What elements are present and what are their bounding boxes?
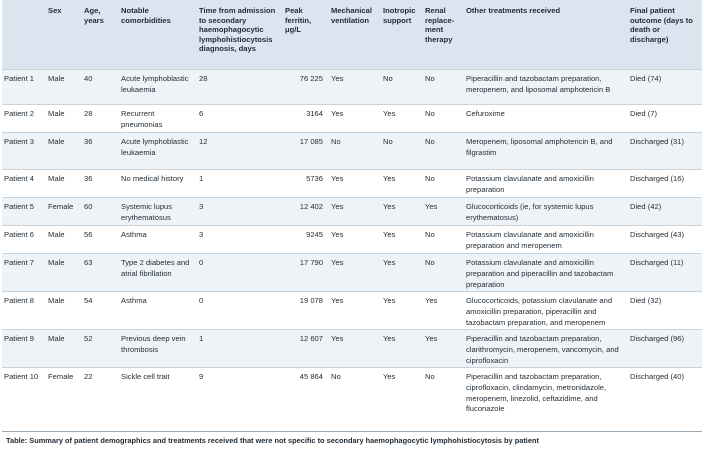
cell-sex: Female (46, 368, 82, 418)
cell-sex: Male (46, 292, 82, 330)
cell-age: 22 (82, 368, 119, 418)
cell-ventilation: Yes (329, 330, 381, 368)
header-renal: Renal replace-ment therapy (423, 0, 464, 70)
cell-inotropic: Yes (381, 292, 423, 330)
cell-inotropic: Yes (381, 330, 423, 368)
cell-patient: Patient 6 (2, 226, 46, 254)
cell-sex: Male (46, 226, 82, 254)
header-patient (2, 0, 46, 70)
cell-outcome: Discharged (96) (628, 330, 702, 368)
header-sex: Sex (46, 0, 82, 70)
cell-sex: Male (46, 330, 82, 368)
cell-patient: Patient 10 (2, 368, 46, 418)
cell-ferritin: 76 225 (283, 70, 329, 105)
cell-outcome: Discharged (31) (628, 133, 702, 170)
cell-inotropic: No (381, 70, 423, 105)
cell-outcome: Discharged (43) (628, 226, 702, 254)
cell-sex: Male (46, 105, 82, 133)
table-row (2, 292, 702, 330)
cell-patient: Patient 2 (2, 105, 46, 133)
table-row (2, 226, 702, 254)
cell-ventilation: Yes (329, 105, 381, 133)
cell-ferritin: 12 402 (283, 198, 329, 226)
cell-patient: Patient 4 (2, 170, 46, 198)
cell-outcome: Died (32) (628, 292, 702, 330)
cell-time: 6 (197, 105, 283, 133)
table-figure (2, 0, 702, 451)
cell-comorbidities: Previous deep vein thrombosis (119, 330, 197, 368)
cell-patient: Patient 7 (2, 254, 46, 292)
cell-patient: Patient 1 (2, 70, 46, 105)
cell-inotropic: Yes (381, 368, 423, 418)
cell-ferritin: 19 078 (283, 292, 329, 330)
cell-age: 36 (82, 133, 119, 170)
cell-comorbidities: Asthma (119, 292, 197, 330)
cell-comorbidities: Acute lymphoblastic leukaemia (119, 133, 197, 170)
cell-comorbidities: Sickle cell trait (119, 368, 197, 418)
cell-renal: No (423, 70, 464, 105)
cell-time: 3 (197, 198, 283, 226)
cell-renal: Yes (423, 198, 464, 226)
cell-renal: No (423, 170, 464, 198)
cell-time: 9 (197, 368, 283, 418)
cell-comorbidities: Asthma (119, 226, 197, 254)
patient-summary-table (2, 0, 702, 418)
cell-inotropic: Yes (381, 170, 423, 198)
cell-ferritin: 45 864 (283, 368, 329, 418)
cell-age: 52 (82, 330, 119, 368)
cell-age: 54 (82, 292, 119, 330)
cell-ventilation: Yes (329, 70, 381, 105)
cell-comorbidities: Type 2 diabetes and atrial fibrillation (119, 254, 197, 292)
cell-patient: Patient 8 (2, 292, 46, 330)
header-ferritin: Peak ferritin, μg/L (283, 0, 329, 70)
cell-inotropic: Yes (381, 198, 423, 226)
cell-sex: Female (46, 198, 82, 226)
cell-ventilation: No (329, 133, 381, 170)
header-ventilation: Mechanical ventilation (329, 0, 381, 70)
table-caption: Table: Summary of patient demographics and treatments received that were not specific to secondary haemophagocytic lymphohistiocytosis by patient (2, 431, 702, 451)
table-row (2, 198, 702, 226)
cell-outcome: Discharged (40) (628, 368, 702, 418)
cell-renal: Yes (423, 330, 464, 368)
cell-time: 12 (197, 133, 283, 170)
cell-comorbidities: No medical history (119, 170, 197, 198)
table-row (2, 170, 702, 198)
cell-sex: Male (46, 133, 82, 170)
cell-comorbidities: Systemic lupus erythematosus (119, 198, 197, 226)
cell-outcome: Died (42) (628, 198, 702, 226)
cell-time: 3 (197, 226, 283, 254)
cell-ferritin: 3164 (283, 105, 329, 133)
header-age: Age, years (82, 0, 119, 70)
cell-ventilation: No (329, 368, 381, 418)
cell-ventilation: Yes (329, 170, 381, 198)
cell-patient: Patient 3 (2, 133, 46, 170)
cell-renal: No (423, 368, 464, 418)
cell-ventilation: Yes (329, 198, 381, 226)
cell-inotropic: Yes (381, 105, 423, 133)
header-comorbidities: Notable comorbidities (119, 0, 197, 70)
cell-comorbidities: Recurrent pneumonias (119, 105, 197, 133)
cell-other: Meropenem, liposomal amphotericin B, and filgrastim (464, 133, 628, 170)
cell-time: 1 (197, 170, 283, 198)
table-row (2, 330, 702, 368)
cell-other: Cefuroxime (464, 105, 628, 133)
cell-sex: Male (46, 70, 82, 105)
cell-ferritin: 9245 (283, 226, 329, 254)
cell-sex: Male (46, 170, 82, 198)
cell-other: Piperacillin and tazobactam preparation, ciprofloxacin, clindamycin, metronidazole, meropenem, linezolid, ceftazidime, and fluconazole (464, 368, 628, 418)
cell-ferritin: 12 607 (283, 330, 329, 368)
cell-other: Glucocorticoids (ie, for systemic lupus erythematosus) (464, 198, 628, 226)
cell-inotropic: No (381, 133, 423, 170)
table-row (2, 254, 702, 292)
cell-age: 60 (82, 198, 119, 226)
cell-time: 1 (197, 330, 283, 368)
cell-age: 36 (82, 170, 119, 198)
cell-sex: Male (46, 254, 82, 292)
cell-outcome: Discharged (16) (628, 170, 702, 198)
cell-ferritin: 17 085 (283, 133, 329, 170)
cell-comorbidities: Acute lymphoblastic leukaemia (119, 70, 197, 105)
cell-outcome: Died (7) (628, 105, 702, 133)
cell-age: 63 (82, 254, 119, 292)
table-row (2, 368, 702, 418)
cell-renal: No (423, 226, 464, 254)
cell-outcome: Discharged (11) (628, 254, 702, 292)
cell-age: 56 (82, 226, 119, 254)
cell-time: 0 (197, 254, 283, 292)
cell-ventilation: Yes (329, 254, 381, 292)
cell-ventilation: Yes (329, 226, 381, 254)
cell-ferritin: 17 790 (283, 254, 329, 292)
cell-inotropic: Yes (381, 254, 423, 292)
cell-renal: No (423, 105, 464, 133)
cell-other: Potassium clavulanate and amoxicillin preparation and piperacillin and tazobactam preparation (464, 254, 628, 292)
cell-other: Potassium clavulanate and amoxicillin preparation and meropenem (464, 226, 628, 254)
cell-other: Glucocorticoids, potassium clavulanate and amoxicillin preparation, piperacillin and tazobactam preparation, and meropenem (464, 292, 628, 330)
cell-ventilation: Yes (329, 292, 381, 330)
cell-other: Piperacillin and tazobactam preparation, meropenem, and liposomal amphotericin B (464, 70, 628, 105)
cell-ferritin: 5736 (283, 170, 329, 198)
cell-patient: Patient 9 (2, 330, 46, 368)
cell-renal: Yes (423, 292, 464, 330)
cell-outcome: Died (74) (628, 70, 702, 105)
header-inotropic: Inotropic support (381, 0, 423, 70)
cell-time: 0 (197, 292, 283, 330)
cell-other: Piperacillin and tazobactam preparation, clarithromycin, meropenem, vancomycin, and ciprofloxacin (464, 330, 628, 368)
cell-inotropic: Yes (381, 226, 423, 254)
cell-patient: Patient 5 (2, 198, 46, 226)
cell-other: Potassium clavulanate and amoxicillin preparation (464, 170, 628, 198)
cell-time: 28 (197, 70, 283, 105)
cell-age: 28 (82, 105, 119, 133)
header-outcome: Final patient outcome (days to death or discharge) (628, 0, 702, 70)
table-row (2, 105, 702, 133)
cell-renal: No (423, 254, 464, 292)
header-other: Other treatments received (464, 0, 628, 70)
table-header-row (2, 0, 702, 70)
cell-renal: No (423, 133, 464, 170)
cell-age: 40 (82, 70, 119, 105)
table-row (2, 133, 702, 170)
table-row (2, 70, 702, 105)
header-time: Time from admission to secondary haemophagocytic lymphohistiocytosis diagnosis, days (197, 0, 283, 70)
